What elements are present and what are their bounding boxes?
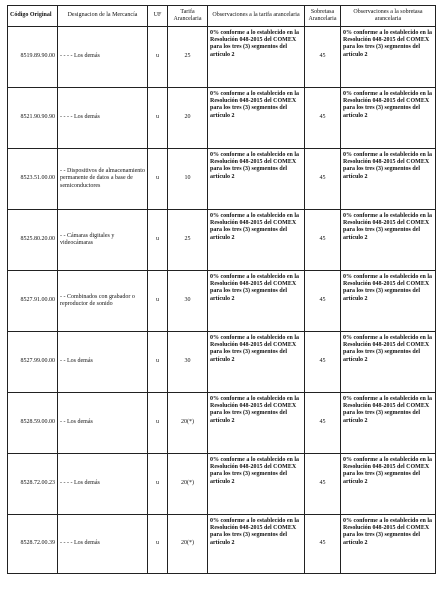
header-tariff-observations: Observaciones a la tarifa arancelaria bbox=[208, 6, 305, 27]
cell-surcharge-observations: 0% conforme a lo establecido en la Resolución 048-2015 del COMEX para los tres (3) segmentos del artículo 2 bbox=[341, 271, 436, 332]
cell-tariff-observations: 0% conforme a lo establecido en la Resolución 048-2015 del COMEX para los tres (3) segmentos del artículo 2 bbox=[208, 393, 305, 454]
cell-surcharge: 45 bbox=[305, 271, 341, 332]
header-unit: UF bbox=[148, 6, 168, 27]
cell-surcharge-observations: 0% conforme a lo establecido en la Resolución 048-2015 del COMEX para los tres (3) segmentos del artículo 2 bbox=[341, 515, 436, 574]
table-row bbox=[8, 27, 436, 88]
table-row bbox=[8, 332, 436, 393]
cell-code: 8527.91.00.00 bbox=[8, 271, 58, 332]
cell-code: 8528.72.00.39 bbox=[8, 515, 58, 574]
cell-surcharge-observations: 0% conforme a lo establecido en la Resolución 048-2015 del COMEX para los tres (3) segmentos del artículo 2 bbox=[341, 27, 436, 88]
cell-description: - - Combinados con grabador o reproductor de sonido bbox=[58, 271, 148, 332]
cell-tariff: 10 bbox=[168, 149, 208, 210]
cell-surcharge-observations: 0% conforme a lo establecido en la Resolución 048-2015 del COMEX para los tres (3) segmentos del artículo 2 bbox=[341, 332, 436, 393]
cell-code: 8525.80.20.00 bbox=[8, 210, 58, 271]
cell-tariff: 25 bbox=[168, 210, 208, 271]
cell-tariff-observations: 0% conforme a lo establecido en la Resolución 048-2015 del COMEX para los tres (3) segmentos del artículo 2 bbox=[208, 454, 305, 515]
table-row bbox=[8, 515, 436, 574]
cell-code: 8528.72.00.23 bbox=[8, 454, 58, 515]
table-row bbox=[8, 210, 436, 271]
table-row bbox=[8, 149, 436, 210]
cell-description: - - Cámaras digitales y videocámaras bbox=[58, 210, 148, 271]
cell-code: 8523.51.00.00 bbox=[8, 149, 58, 210]
cell-surcharge: 45 bbox=[305, 454, 341, 515]
cell-code: 8527.99.00.00 bbox=[8, 332, 58, 393]
cell-unit: u bbox=[148, 210, 168, 271]
cell-tariff: 20(*) bbox=[168, 515, 208, 574]
cell-surcharge-observations: 0% conforme a lo establecido en la Resolución 048-2015 del COMEX para los tres (3) segmentos del artículo 2 bbox=[341, 393, 436, 454]
cell-surcharge-observations: 0% conforme a lo establecido en la Resolución 048-2015 del COMEX para los tres (3) segmentos del artículo 2 bbox=[341, 210, 436, 271]
cell-tariff: 30 bbox=[168, 332, 208, 393]
table-header bbox=[8, 6, 436, 27]
cell-unit: u bbox=[148, 88, 168, 149]
table-row bbox=[8, 454, 436, 515]
cell-description: - - Dispositivos de almacenamiento permanente de datos a base de semiconductores bbox=[58, 149, 148, 210]
table-body bbox=[8, 27, 436, 574]
header-row bbox=[8, 6, 436, 27]
cell-tariff: 25 bbox=[168, 27, 208, 88]
cell-code: 8519.89.90.00 bbox=[8, 27, 58, 88]
cell-unit: u bbox=[148, 332, 168, 393]
cell-unit: u bbox=[148, 149, 168, 210]
table-row bbox=[8, 88, 436, 149]
cell-surcharge: 45 bbox=[305, 515, 341, 574]
cell-unit: u bbox=[148, 515, 168, 574]
table-row bbox=[8, 271, 436, 332]
cell-tariff-observations: 0% conforme a lo establecido en la Resolución 048-2015 del COMEX para los tres (3) segmentos del artículo 2 bbox=[208, 88, 305, 149]
cell-description: - - - - Los demás bbox=[58, 515, 148, 574]
tariff-table bbox=[7, 5, 436, 574]
cell-surcharge: 45 bbox=[305, 393, 341, 454]
header-tariff: Tarifa Arancelaria bbox=[168, 6, 208, 27]
cell-description: - - Los demás bbox=[58, 332, 148, 393]
cell-tariff-observations: 0% conforme a lo establecido en la Resolución 048-2015 del COMEX para los tres (3) segmentos del artículo 2 bbox=[208, 271, 305, 332]
cell-tariff-observations: 0% conforme a lo establecido en la Resolución 048-2015 del COMEX para los tres (3) segmentos del artículo 2 bbox=[208, 27, 305, 88]
cell-description: - - - - Los demás bbox=[58, 454, 148, 515]
cell-code: 8521.90.90.90 bbox=[8, 88, 58, 149]
header-description: Designacion de la Mercancía bbox=[58, 6, 148, 27]
cell-surcharge: 45 bbox=[305, 27, 341, 88]
header-code: Código Original bbox=[8, 6, 58, 27]
header-surcharge-observations: Observaciones a la sobretasa arancelaria bbox=[341, 6, 436, 27]
cell-tariff-observations: 0% conforme a lo establecido en la Resolución 048-2015 del COMEX para los tres (3) segmentos del artículo 2 bbox=[208, 149, 305, 210]
cell-surcharge: 45 bbox=[305, 332, 341, 393]
cell-tariff: 20(*) bbox=[168, 454, 208, 515]
cell-unit: u bbox=[148, 393, 168, 454]
cell-tariff: 20 bbox=[168, 88, 208, 149]
cell-surcharge-observations: 0% conforme a lo establecido en la Resolución 048-2015 del COMEX para los tres (3) segmentos del artículo 2 bbox=[341, 149, 436, 210]
cell-unit: u bbox=[148, 454, 168, 515]
cell-surcharge: 45 bbox=[305, 149, 341, 210]
cell-description: - - - - Los demás bbox=[58, 27, 148, 88]
cell-description: - - - - Los demás bbox=[58, 88, 148, 149]
cell-code: 8528.59.00.00 bbox=[8, 393, 58, 454]
cell-surcharge: 45 bbox=[305, 88, 341, 149]
cell-tariff-observations: 0% conforme a lo establecido en la Resolución 048-2015 del COMEX para los tres (3) segmentos del artículo 2 bbox=[208, 515, 305, 574]
cell-tariff-observations: 0% conforme a lo establecido en la Resolución 048-2015 del COMEX para los tres (3) segmentos del artículo 2 bbox=[208, 332, 305, 393]
cell-unit: u bbox=[148, 27, 168, 88]
table-row bbox=[8, 393, 436, 454]
cell-surcharge-observations: 0% conforme a lo establecido en la Resolución 048-2015 del COMEX para los tres (3) segmentos del artículo 2 bbox=[341, 88, 436, 149]
header-surcharge: Sobretasa Arancelaria bbox=[305, 6, 341, 27]
cell-surcharge-observations: 0% conforme a lo establecido en la Resolución 048-2015 del COMEX para los tres (3) segmentos del artículo 2 bbox=[341, 454, 436, 515]
cell-tariff-observations: 0% conforme a lo establecido en la Resolución 048-2015 del COMEX para los tres (3) segmentos del artículo 2 bbox=[208, 210, 305, 271]
cell-surcharge: 45 bbox=[305, 210, 341, 271]
cell-description: - - Los demás bbox=[58, 393, 148, 454]
cell-tariff: 20(*) bbox=[168, 393, 208, 454]
cell-unit: u bbox=[148, 271, 168, 332]
cell-tariff: 30 bbox=[168, 271, 208, 332]
